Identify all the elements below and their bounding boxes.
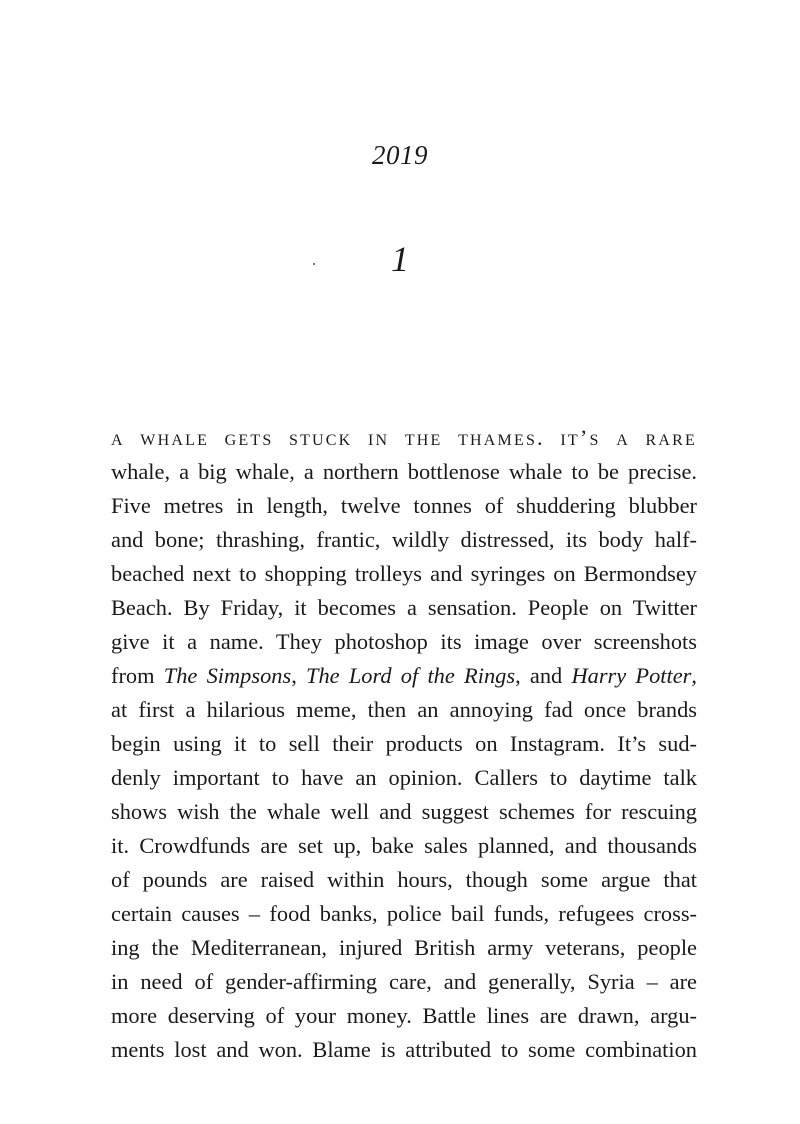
text-line: and bone; thrashing, frantic, wildly distressed, its body half- [111, 527, 697, 552]
text-line: Five metres in length, twelve tonnes of shuddering blubber [111, 493, 697, 518]
text-line: denly important to have an opinion. Callers to daytime talk [111, 765, 697, 790]
text-segment: from [111, 663, 164, 688]
text-line: whale, a big whale, a northern bottlenose whale to be precise. [111, 459, 697, 484]
text-line: give it a name. They photoshop its image over screenshots [111, 629, 697, 654]
opening-line-small-caps: a whale gets stuck in the thames. it’s a rare [111, 425, 697, 450]
italic-title: Harry Potter [571, 663, 692, 688]
text-line-with-titles [111, 659, 697, 693]
part-year-heading: 2019 [372, 140, 428, 170]
text-segment: , and [515, 663, 572, 688]
text-line: begin using it to sell their products on Instagram. It’s sud- [111, 731, 697, 756]
text-line: ments lost and won. Blame is attributed to some combination [111, 1037, 697, 1062]
chapter-number: 1 [391, 239, 409, 279]
text-line: at first a hilarious meme, then an annoying fad once brands [111, 697, 697, 722]
text-line: of pounds are raised within hours, though some argue that [111, 867, 697, 892]
text-segment: , [291, 663, 307, 688]
text-segment: , [691, 663, 698, 688]
text-line: beached next to shopping trolleys and syringes on Bermondsey [111, 561, 697, 586]
text-line: shows wish the whale well and suggest schemes for rescuing [111, 799, 697, 824]
text-line: certain causes – food banks, police bail funds, refugees cross- [111, 901, 697, 926]
text-line: Beach. By Friday, it becomes a sensation. People on Twitter [111, 595, 697, 620]
text-line: ing the Mediterranean, injured British army veterans, people [111, 935, 697, 960]
text-line: it. Crowdfunds are set up, bake sales planned, and thousands [111, 833, 697, 858]
text-line: in need of gender-affirming care, and generally, Syria – are [111, 969, 697, 994]
text-line: more deserving of your money. Battle lines are drawn, argu- [111, 1003, 697, 1028]
chapter-body-text [111, 421, 697, 1067]
italic-title: The Simpsons [163, 663, 292, 688]
italic-title: The Lord of the Rings [306, 663, 516, 688]
